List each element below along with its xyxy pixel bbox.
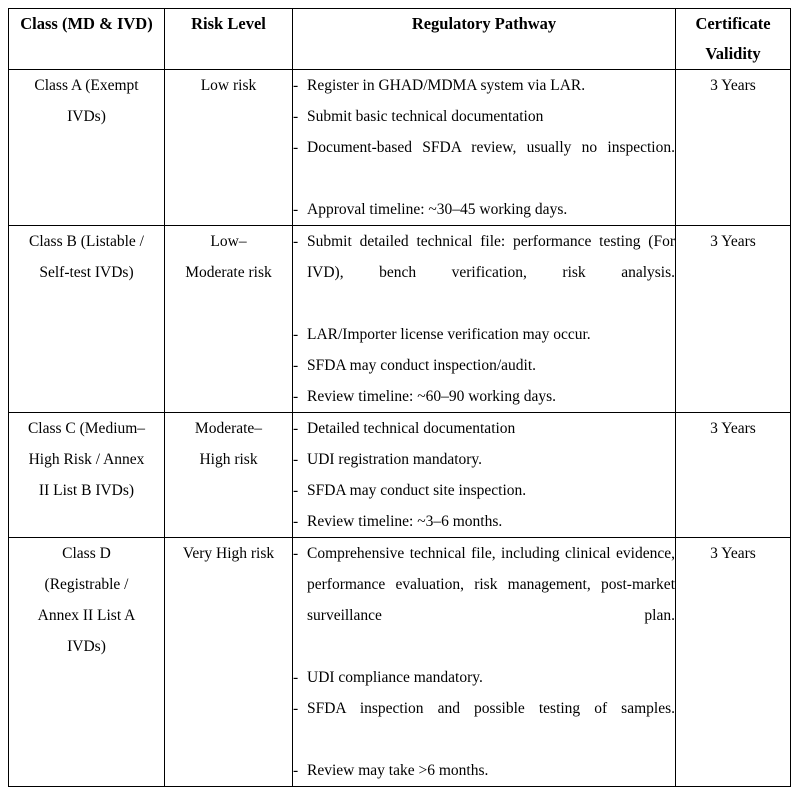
bullet-dash-icon: -	[293, 201, 299, 218]
bullet-dash-icon: -	[293, 233, 299, 250]
pathway-list-item	[293, 194, 675, 225]
risk-level-line: Low risk	[200, 77, 257, 94]
bullet-dash-icon: -	[293, 388, 299, 405]
column-header-line: Risk Level	[191, 14, 266, 33]
column-header-certificate-validity	[676, 9, 791, 70]
pathway-list	[293, 70, 675, 225]
device-class-line: IVDs)	[67, 638, 106, 655]
bullet-dash-icon: -	[293, 420, 299, 437]
cell-device-class	[9, 413, 165, 538]
pathway-item-text: Detailed technical documentation	[307, 420, 516, 437]
pathway-item-text: Submit detailed technical file: performance testing (For IVD), bench verification, risk analysis.	[307, 233, 675, 281]
cell-risk-level	[165, 538, 293, 787]
pathway-list	[293, 538, 675, 786]
pathway-list-item	[293, 413, 675, 444]
risk-level-line: Moderate risk	[185, 264, 272, 281]
device-class-line: Class C (Medium–	[27, 420, 146, 437]
bullet-dash-icon: -	[293, 700, 299, 717]
column-header-class	[9, 9, 165, 70]
pathway-item-text: Register in GHAD/MDMA system via LAR.	[307, 77, 586, 94]
column-header-line: Class (MD & IVD)	[20, 14, 153, 33]
column-header-risk-level	[165, 9, 293, 70]
certificate-validity-value: 3 Years	[710, 545, 756, 562]
pathway-list-item	[293, 381, 675, 412]
device-class-line: Class A (Exempt	[34, 77, 139, 94]
pathway-item-text: Document-based SFDA review, usually no inspection.	[307, 139, 675, 156]
device-class-line: IVDs)	[67, 108, 106, 125]
cell-risk-level	[165, 70, 293, 226]
pathway-item-text: Approval timeline: ~30–45 working days.	[307, 201, 568, 218]
column-header-line: Validity	[705, 44, 761, 63]
pathway-item-text: Review timeline: ~3–6 months.	[307, 513, 503, 530]
pathway-list	[293, 413, 675, 537]
risk-level-line: Moderate–	[194, 420, 263, 437]
cell-device-class	[9, 226, 165, 413]
pathway-list-item	[293, 506, 675, 537]
pathway-item-text: LAR/Importer license verification may occur.	[307, 326, 591, 343]
cell-risk-level	[165, 413, 293, 538]
pathway-list-item	[293, 70, 675, 101]
pathway-item-text: SFDA inspection and possible testing of samples.	[307, 700, 675, 717]
pathway-item-text: SFDA may conduct site inspection.	[307, 482, 527, 499]
cell-device-class	[9, 70, 165, 226]
pathway-list-item	[293, 132, 675, 194]
pathway-list-item	[293, 226, 675, 319]
bullet-dash-icon: -	[293, 451, 299, 468]
table-row	[9, 226, 791, 413]
bullet-dash-icon: -	[293, 326, 299, 343]
pathway-list	[293, 226, 675, 412]
device-class-line: Self-test IVDs)	[39, 264, 134, 281]
risk-level-line: High risk	[199, 451, 258, 468]
table-row	[9, 538, 791, 787]
pathway-item-text: Submit basic technical documentation	[307, 108, 544, 125]
certificate-validity-value: 3 Years	[710, 77, 756, 94]
pathway-item-text: Review timeline: ~60–90 working days.	[307, 388, 557, 405]
pathway-list-item	[293, 444, 675, 475]
bullet-dash-icon: -	[293, 357, 299, 374]
pathway-list-item	[293, 755, 675, 786]
table-row	[9, 413, 791, 538]
cell-certificate-validity	[676, 70, 791, 226]
certificate-validity-value: 3 Years	[710, 233, 756, 250]
cell-risk-level	[165, 226, 293, 413]
device-class-line: (Registrable /	[44, 576, 129, 593]
bullet-dash-icon: -	[293, 108, 299, 125]
cell-regulatory-pathway	[293, 413, 676, 538]
column-header-line: Certificate	[695, 14, 771, 33]
device-class-line: Class B (Listable /	[29, 233, 144, 250]
pathway-list-item	[293, 538, 675, 662]
table-header	[9, 9, 791, 70]
pathway-item-text: UDI compliance mandatory.	[307, 669, 483, 686]
risk-level-line: Low–	[210, 233, 247, 250]
pathway-list-item	[293, 662, 675, 693]
cell-certificate-validity	[676, 538, 791, 787]
column-header-regulatory-pathway	[293, 9, 676, 70]
device-class-line: Annex II List A	[37, 607, 136, 624]
cell-regulatory-pathway	[293, 226, 676, 413]
column-header-line: Regulatory Pathway	[411, 14, 557, 33]
cell-certificate-validity	[676, 413, 791, 538]
bullet-dash-icon: -	[293, 77, 299, 94]
pathway-list-item	[293, 319, 675, 350]
table-body	[9, 70, 791, 787]
pathway-item-text: Comprehensive technical file, including clinical evidence, performance evaluation, risk management, post-market surveillance plan.	[307, 545, 675, 624]
bullet-dash-icon: -	[293, 669, 299, 686]
bullet-dash-icon: -	[293, 545, 299, 562]
bullet-dash-icon: -	[293, 762, 299, 779]
pathway-list-item	[293, 101, 675, 132]
bullet-dash-icon: -	[293, 482, 299, 499]
pathway-list-item	[293, 693, 675, 755]
table-row	[9, 70, 791, 226]
bullet-dash-icon: -	[293, 139, 299, 156]
certificate-validity-value: 3 Years	[710, 420, 756, 437]
risk-level-line: Very High risk	[182, 545, 275, 562]
pathway-item-text: Review may take >6 months.	[307, 762, 489, 779]
cell-certificate-validity	[676, 226, 791, 413]
cell-regulatory-pathway	[293, 70, 676, 226]
device-class-line: High Risk / Annex	[28, 451, 145, 468]
pathway-item-text: SFDA may conduct inspection/audit.	[307, 357, 537, 374]
pathway-list-item	[293, 350, 675, 381]
device-class-line: Class D	[62, 545, 111, 562]
device-class-line: II List B IVDs)	[38, 482, 135, 499]
header-row	[9, 9, 791, 70]
regulatory-pathway-table	[8, 8, 791, 787]
bullet-dash-icon: -	[293, 513, 299, 530]
cell-device-class	[9, 538, 165, 787]
pathway-item-text: UDI registration mandatory.	[307, 451, 483, 468]
pathway-list-item	[293, 475, 675, 506]
cell-regulatory-pathway	[293, 538, 676, 787]
